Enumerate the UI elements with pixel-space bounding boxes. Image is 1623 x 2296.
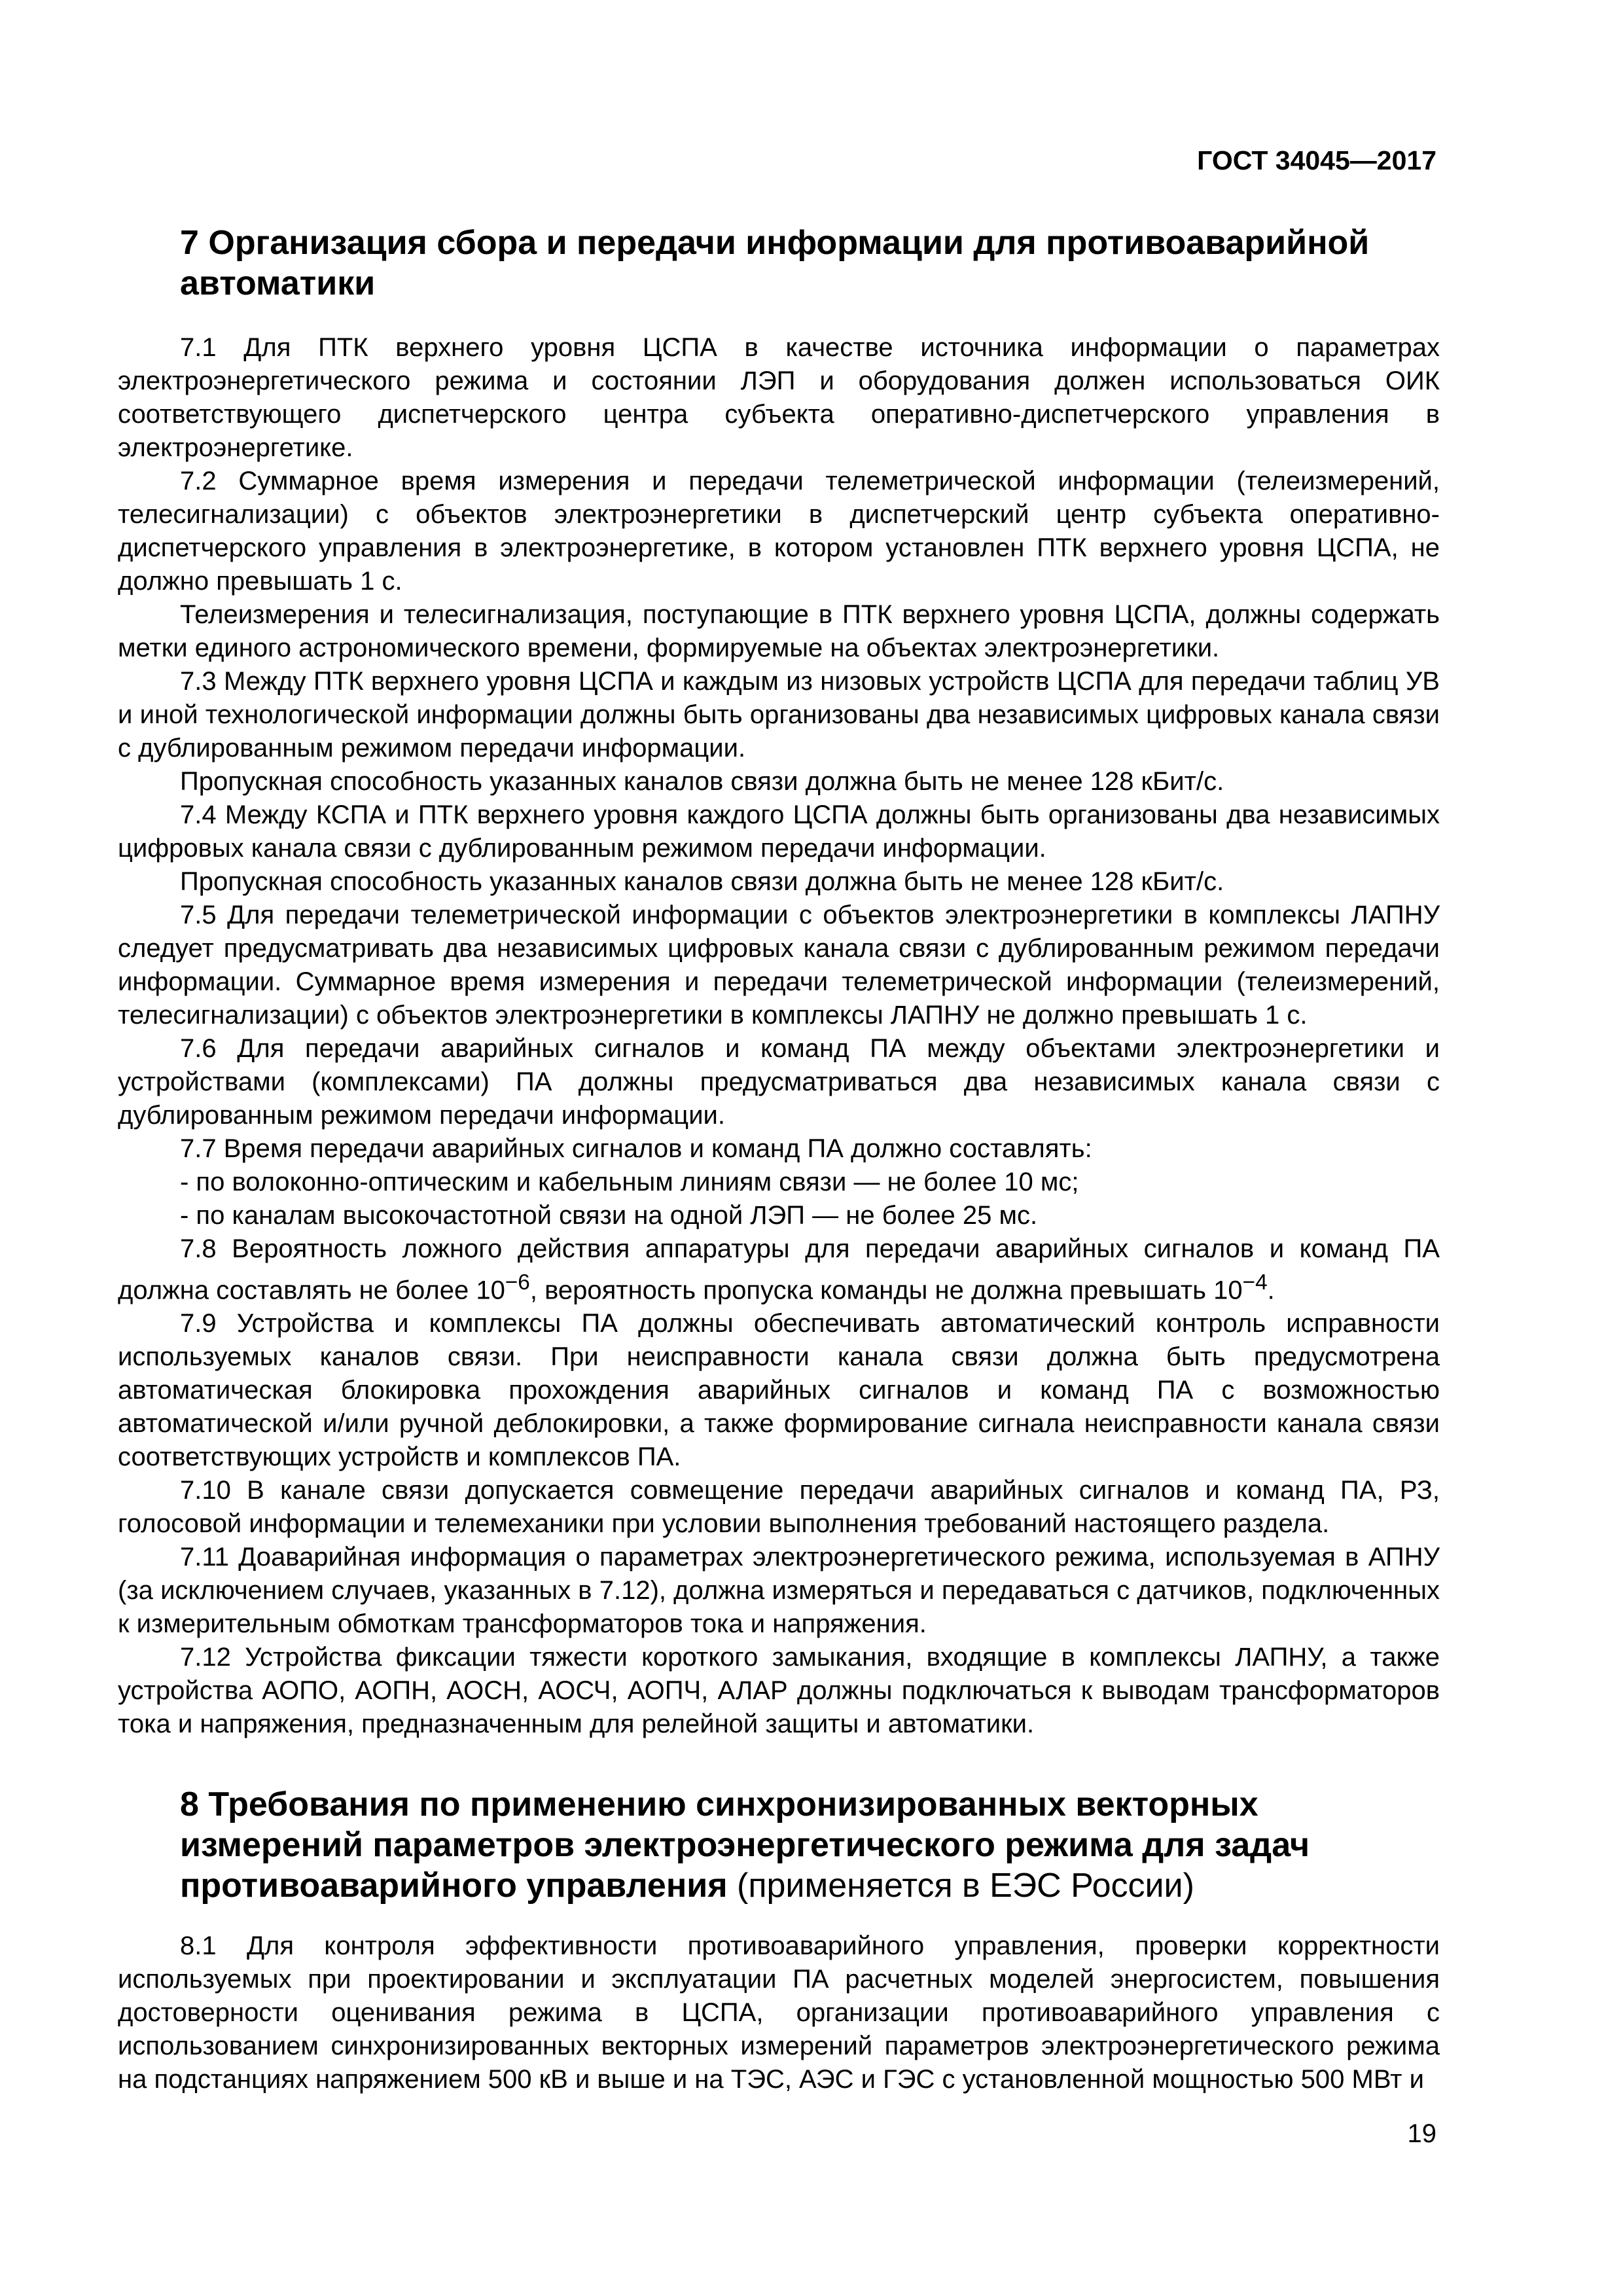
paragraph-7-6: 7.6 Для передачи аварийных сигналов и команд ПА между объектами электроэнергетики и устройствами (комплексами) ПА должны предусматриваться два независимых канала связи с дублированным режимом передачи информации. [118, 1034, 1440, 1130]
paragraph-7-4-bandwidth: Пропускная способность указанных каналов связи должна быть не менее 128 кБит/с. [180, 867, 1224, 896]
section-7-title: 7 Организация сбора и передачи информации для противоаварийной автоматики [180, 224, 1370, 302]
list-item-hf: - по каналам высокочастотной связи на одной ЛЭП — не более 25 мс. [180, 1201, 1038, 1230]
section-8-title-note: (применяется в ЕЭС России) [727, 1867, 1194, 1905]
paragraph-7-11: 7.11 Доаварийная информация о параметрах электроэнергетического режима, используемая в АПНУ (за исключением случаев, указанных в 7.12), должна измеряться и передаваться с датчиков, подключенных к измерительным обмоткам трансформаторов тока и напряжения. [118, 1543, 1440, 1639]
section-8-title [180, 1784, 1440, 1906]
paragraph-7-1: 7.1 Для ПТК верхнего уровня ЦСПА в качестве источника информации о параметрах электроэнергетического режима и состоянии ЛЭП и оборудования должен использоваться ОИК соответствующего диспетчерского центра субъекта оперативно-диспетчерского управления в электроэнергетике. [118, 333, 1440, 462]
paragraph-7-5: 7.5 Для передачи телеметрической информации с объектов электроэнергетики в комплексы ЛАПНУ следует предусматривать два независимых цифровых канала связи с дублированным режимом передачи информации. Суммарное время измерения и передачи телеметрической информации (телеизмерений, телесигнализации) с объектов электроэнергетики в комплексы ЛАПНУ не должно превышать 1 с. [118, 901, 1440, 1030]
section-8-title-bold: 8 Требования по применению синхронизированных векторных измерений параметров электроэнергетического режима для задач противоаварийного управления [180, 1785, 1310, 1905]
paragraph-7-4: 7.4 Между КСПА и ПТК верхнего уровня каждого ЦСПА должны быть организованы два независимых цифровых канала связи с дублированным режимом передачи информации. [118, 800, 1440, 863]
page-content [118, 223, 1440, 2096]
p78-text-middle: , вероятность пропуска команды не должна превышать 10 [529, 1276, 1243, 1305]
paragraph-7-3-bandwidth: Пропускная способность указанных каналов связи должна быть не менее 128 кБит/с. [180, 767, 1224, 796]
p78-text-after: . [1267, 1276, 1275, 1305]
paragraph-7-12: 7.12 Устройства фиксации тяжести короткого замыкания, входящие в комплексы ЛАПНУ, а также устройства АОПО, АОПН, АОСН, АОСЧ, АОПЧ, АЛАР должны подключаться к выводам трансформаторов тока и напряжения, предназначенным для релейной защиты и автоматики. [118, 1643, 1440, 1739]
paragraph-7-9: 7.9 Устройства и комплексы ПА должны обеспечивать автоматический контроль исправности используемых каналов связи. При неисправности канала связи должна быть предусмотрена автоматическая блокировка прохождения аварийных сигналов и команд ПА с возможностью автоматической и/или ручной деблокировки, а также формирование сигнала неисправности канала связи соответствующих устройств и комплексов ПА. [118, 1309, 1440, 1472]
paragraph-7-10: 7.10 В канале связи допускается совмещение передачи аварийных сигналов и команд ПА, РЗ, голосовой информации и телемеханики при условии выполнения требований настоящего раздела. [118, 1476, 1440, 1539]
paragraph-7-2: 7.2 Суммарное время измерения и передачи телеметрической информации (телеизмерений, телесигнализации) с объектов электроэнергетики в диспетчерский центр субъекта оперативно-диспетчерского управления в электроэнергетике, в котором установлен ПТК верхнего уровня ЦСПА, не должно превышать 1 с. [118, 467, 1440, 596]
p78-exponent-2: −4 [1242, 1270, 1268, 1295]
paragraph-8-1: 8.1 Для контроля эффективности противоаварийного управления, проверки корректности используемых при проектировании и эксплуатации ПА расчетных моделей энергосистем, повышения достоверности оценивания режима в ЦСПА, организации противоаварийного управления с использованием синхронизированных векторных измерений параметров электроэнергетического режима на подстанциях напряжением 500 кВ и выше и на ТЭС, АЭС и ГЭС с установленной мощностью 500 МВт и [118, 1931, 1440, 2094]
paragraph-7-7: 7.7 Время передачи аварийных сигналов и команд ПА должно составлять: [180, 1134, 1092, 1163]
list-item-fiber: - по волоконно-оптическим и кабельным линиям связи — не более 10 мс; [180, 1168, 1079, 1196]
page-number: 19 [1407, 2119, 1436, 2148]
p78-text-before: 7.8 Вероятность ложного действия аппаратуры для передачи аварийных сигналов и команд ПА должна составлять не более 10 [118, 1234, 1440, 1305]
document-code: ГОСТ 34045—2017 [1197, 145, 1436, 175]
paragraph-7-3: 7.3 Между ПТК верхнего уровня ЦСПА и каждым из низовых устройств ЦСПА для передачи таблиц УВ и иной технологической информации должны быть организованы два независимых цифровых канала связи с дублированным режимом передачи информации. [118, 667, 1440, 762]
p78-exponent-1: −6 [505, 1270, 530, 1295]
paragraph-7-8 [118, 1232, 1440, 1307]
paragraph-7-2-telemetry: Телеизмерения и телесигнализация, поступающие в ПТК верхнего уровня ЦСПА, должны содержать метки единого астрономического времени, формируемые на объектах электроэнергетики. [118, 600, 1440, 662]
